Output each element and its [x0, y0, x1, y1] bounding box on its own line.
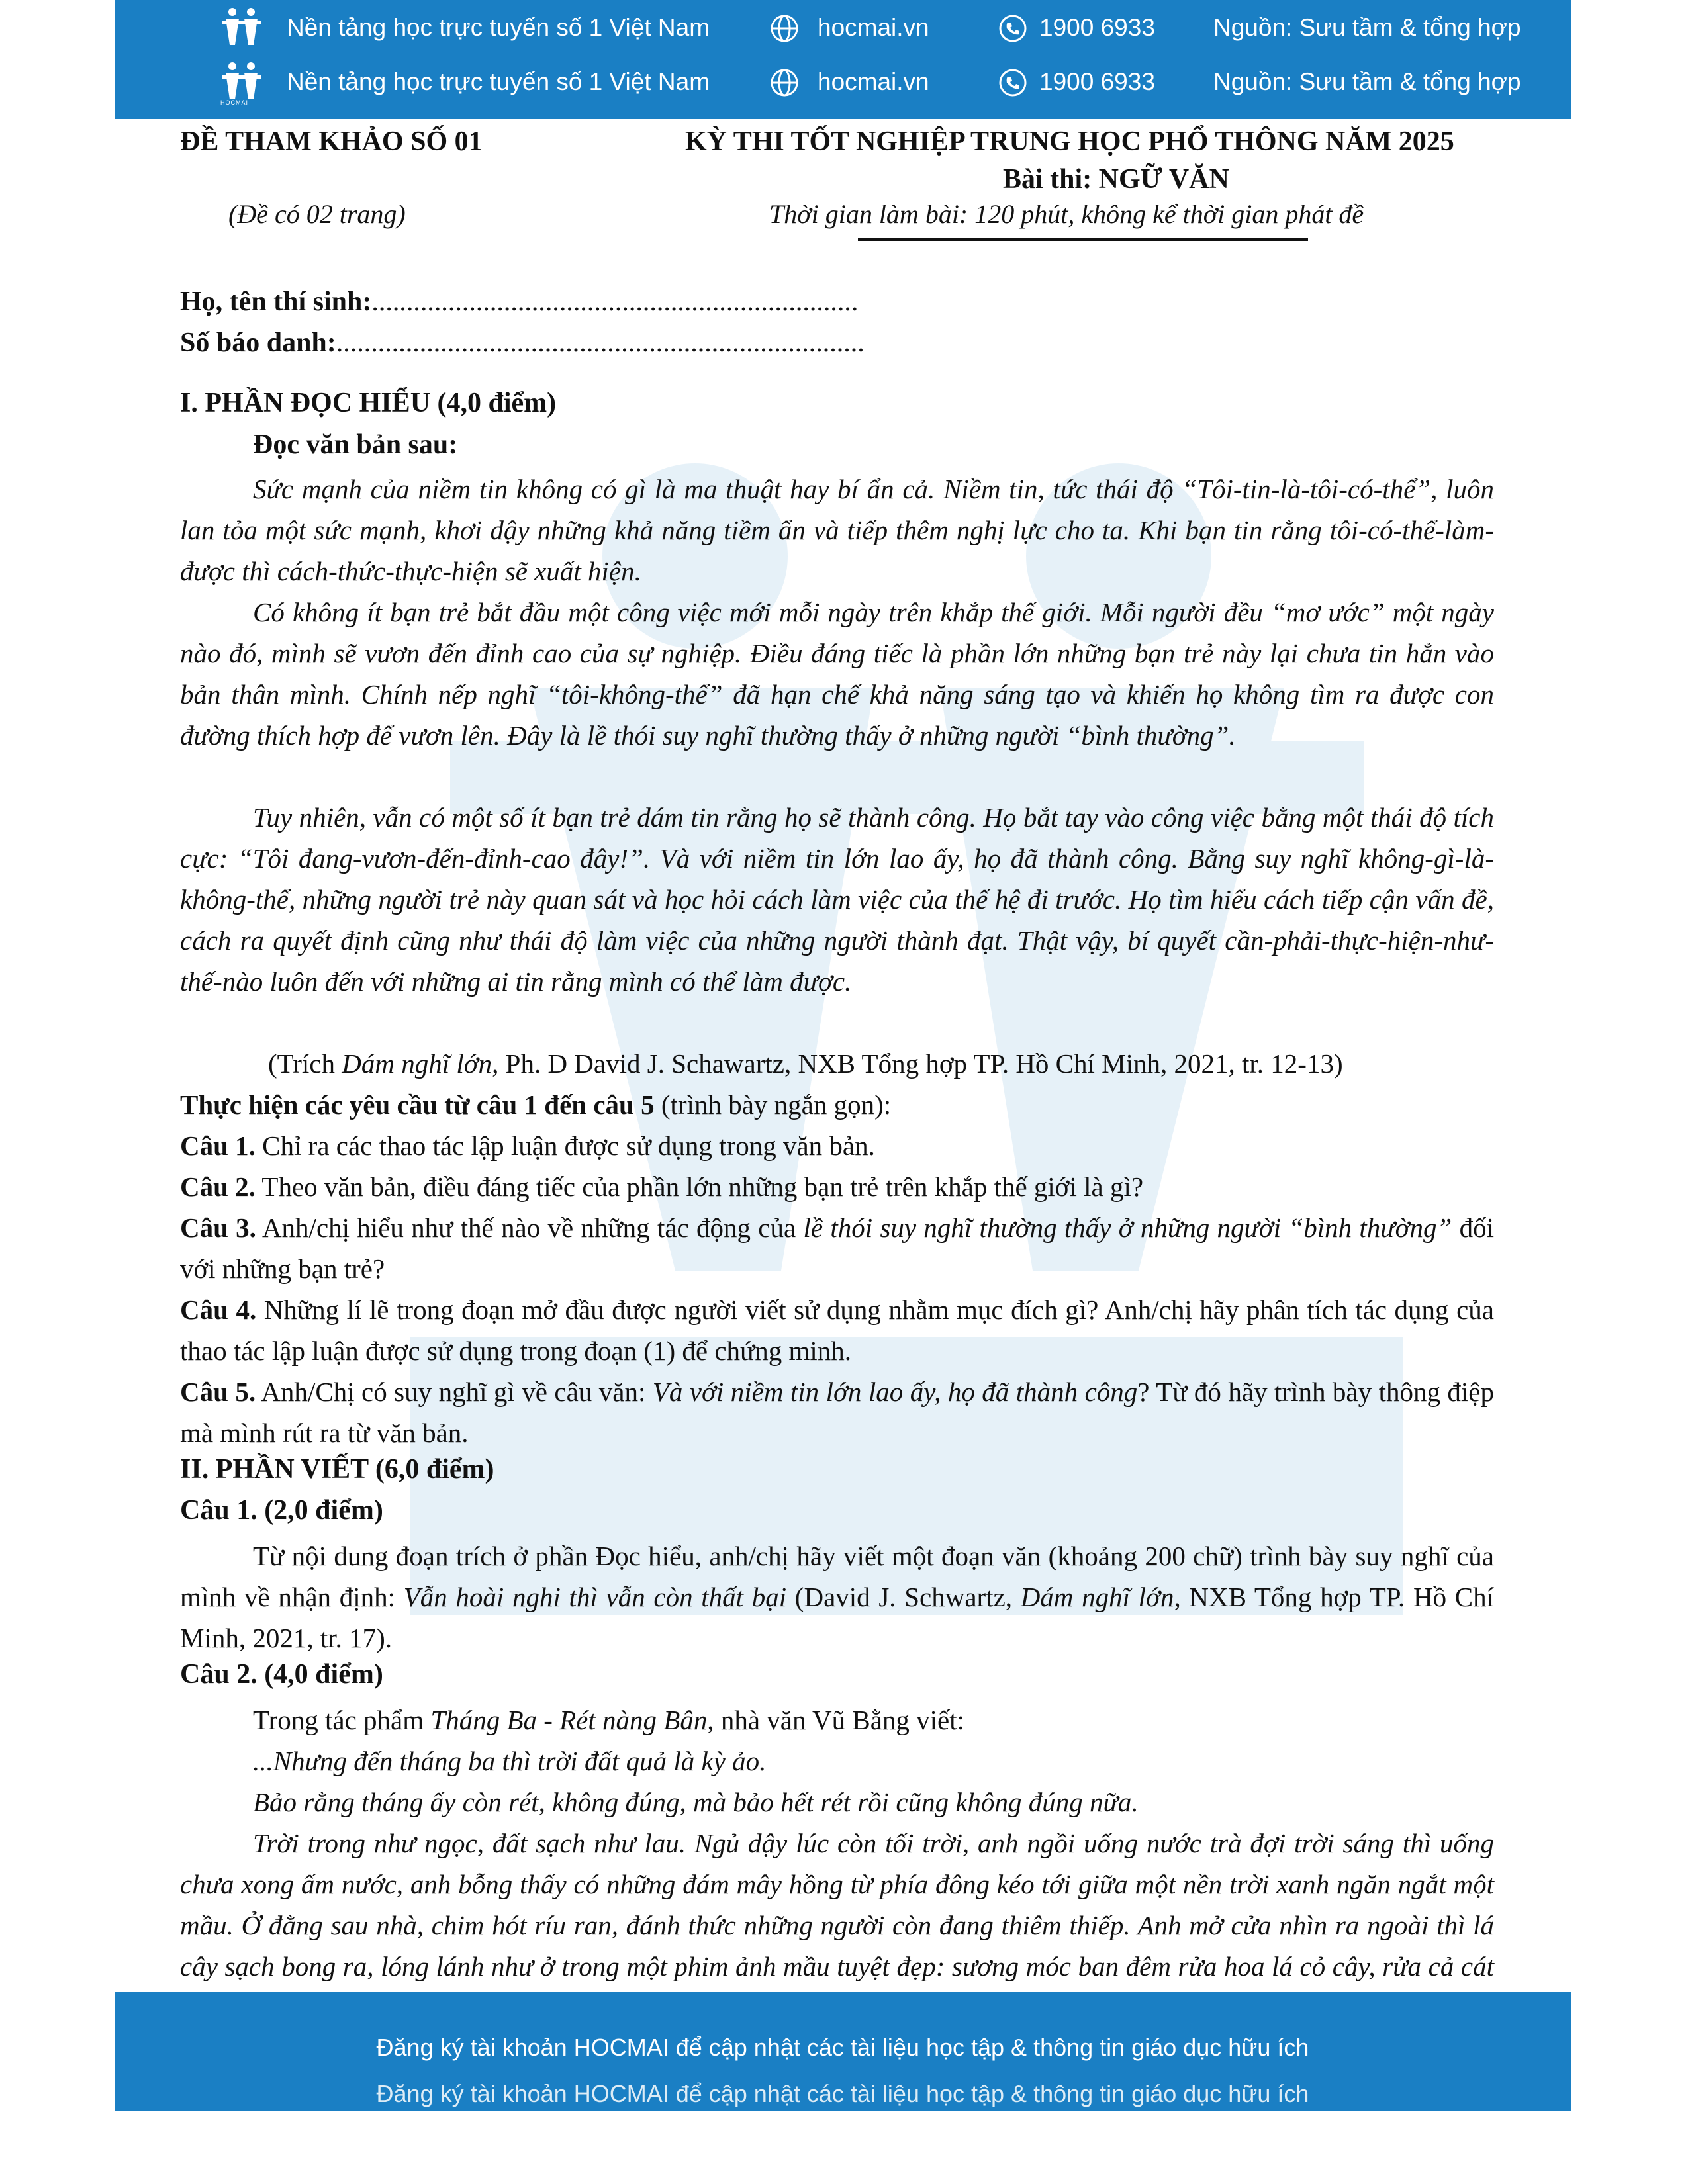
- question-label: Câu 2.: [180, 1171, 256, 1202]
- header-band: [115, 0, 1571, 119]
- candidate-id-label: Số báo danh:: [180, 328, 336, 358]
- writing-q1-text: Từ nội dung đoạn trích ở phần Đọc hiểu, anh/chị hãy viết một đoạn văn (khoảng 200 chữ) trình bày suy nghĩ của mình về nhận định:: [180, 1541, 1494, 1612]
- header-slogan: Nền tảng học trực tuyến số 1 Việt Nam: [287, 68, 710, 95]
- question-label: Câu 1.: [180, 1130, 256, 1161]
- logo-text: HOCMAI: [220, 99, 248, 106]
- header-phone: 1900 6933: [1039, 68, 1155, 95]
- passage-paragraph-3: Tuy nhiên, vẫn có một số ít bạn trẻ dám tin rằng họ sẽ thành công. Họ bắt tay vào công việc bằng một thái độ tích cực: “Tôi đang-vươn-đến-đỉnh-cao đây!”. Và với niềm tin lớn lao ấy, họ đã thành công. Bằng suy nghĩ không-gì-là-không-thể, những người trẻ này quan sát và học hỏi cách làm việc của thế hệ đi trước. Họ tìm hiểu cách tiếp cận vấn đề, cách ra quyết định cũng như thái độ làm việc của những người thành đạt. Thật vậy, bí quyết cần-phải-thực-hiện-như-thế-nào luôn đến với những ai tin rằng mình có thể làm được.: [180, 802, 1494, 997]
- question-quote: Và với niềm tin lớn lao ấy, họ đã thành công: [652, 1377, 1138, 1407]
- writing-heading: II. PHẦN VIẾT (6,0 điểm): [180, 1454, 494, 1484]
- footer-text-duplicate: Đăng ký tài khoản HOCMAI để cập nhật các tài liệu học tập & thông tin giáo dục hữu ích: [376, 2080, 1309, 2107]
- question-text: Anh/chị hiểu như thế nào về những tác động của: [256, 1212, 804, 1243]
- task-bold: Thực hiện các yêu cầu từ câu 1 đến câu 5: [180, 1089, 655, 1120]
- reading-instruction: Đọc văn bản sau:: [253, 430, 458, 460]
- phone-icon: [998, 68, 1027, 97]
- writing-question-2-intro: [253, 1700, 964, 1741]
- header-site-link[interactable]: hocmai.vn: [818, 68, 929, 95]
- phone-icon: [998, 14, 1027, 43]
- globe-icon: [770, 14, 799, 43]
- exam-pages: (Đề có 02 trang): [228, 199, 406, 229]
- citation-prefix: (Trích: [268, 1048, 342, 1079]
- question-text: Những lí lẽ trong đoạn mở đầu được người viết sử dụng nhằm mục đích gì? Anh/chị hãy phân tích tác dụng của thao tác lập luận được sử dụng trong đoạn (1) để chứng minh.: [180, 1295, 1494, 1366]
- exam-time: Thời gian làm bài: 120 phút, không kể thời gian phát đề: [769, 199, 1364, 229]
- question-2: [180, 1166, 1143, 1207]
- writing-question-1: [180, 1535, 1494, 1659]
- candidate-id-line: [180, 327, 865, 359]
- exam-subject: Bài thi: NGỮ VĂN: [1003, 164, 1229, 195]
- question-label: Câu 5.: [180, 1377, 256, 1407]
- question-text: Theo văn bản, điều đáng tiếc của phần lớn những bạn trẻ trên khắp thế giới là gì?: [255, 1171, 1144, 1202]
- footer-band: [115, 1992, 1571, 2111]
- question-text-end: đối với những bạn trẻ?: [180, 1212, 1494, 1284]
- citation-suffix: , Ph. D David J. Schawartz, NXB Tổng hợp TP. Hồ Chí Minh, 2021, tr. 12-13): [492, 1048, 1343, 1079]
- header-row-duplicate: [115, 56, 1571, 109]
- footer-text[interactable]: Đăng ký tài khoản HOCMAI để cập nhật các tài liệu học tập & thông tin giáo dục hữu ích: [376, 2034, 1309, 2061]
- task-instruction: [180, 1084, 891, 1125]
- candidate-name-label: Họ, tên thí sinh:: [180, 287, 372, 317]
- intro-text-end: , nhà văn Vũ Bằng viết:: [707, 1705, 965, 1735]
- writing-q1-source: (David J. Schwartz,: [786, 1582, 1021, 1612]
- candidate-id-dots: ............................................................................: [336, 328, 865, 358]
- passage-citation: [268, 1043, 1343, 1084]
- writing-question-1-label: Câu 1. (2,0 điểm): [180, 1495, 383, 1525]
- writing-q1-quote: Vẫn hoài nghi thì vẫn còn thất bại: [403, 1582, 787, 1612]
- writing-question-2-label: Câu 2. (4,0 điểm): [180, 1659, 383, 1690]
- passage-paragraph-1: Sức mạnh của niềm tin không có gì là ma thuật hay bí ẩn cả. Niềm tin, tức thái độ “Tôi-tin-là-tôi-có-thể”, luôn lan tỏa một sức mạnh, khơi dậy những khả năng tiềm ẩn và tiếp thêm nghị lực cho ta. Khi bạn tin rằng tôi-có-thể-làm-được thì cách-thức-thực-hiện sẽ xuất hiện.: [180, 474, 1494, 586]
- globe-icon: [770, 68, 799, 97]
- hocmai-logo-icon: [219, 60, 264, 105]
- header-underline: [858, 238, 1308, 241]
- passage-paragraph-2: Có không ít bạn trẻ bắt đầu một công việc mới mỗi ngày trên khắp thế giới. Mỗi người đều “mơ ước” một ngày nào đó, mình sẽ vươn đến đỉnh cao của sự nghiệp. Điều đáng tiếc là phần lớn những bạn trẻ này lại chưa tin hẳn vào bản thân mình. Chính nếp nghĩ “tôi-không-thể” đã hạn chế khả năng sáng tạo và khiến họ không tìm ra được con đường thích hợp để vươn lên. Đây là lề thói suy nghĩ thường thấy ở những người “bình thường”.: [180, 597, 1494, 751]
- exam-title: KỲ THI TỐT NGHIỆP TRUNG HỌC PHỔ THÔNG NĂM 2025: [685, 126, 1454, 157]
- header-slogan: Nền tảng học trực tuyến số 1 Việt Nam: [287, 14, 710, 41]
- question-4: [180, 1289, 1494, 1371]
- candidate-name-dots: ......................................................................: [371, 287, 859, 317]
- question-text-end: ? Từ đó hãy trình bày thông điệp mà mình rút ra từ văn bản.: [180, 1377, 1495, 1448]
- work-title: Tháng Ba - Rét nàng Bân: [430, 1705, 708, 1735]
- header-phone: 1900 6933: [1039, 14, 1155, 41]
- exam-reference: ĐỀ THAM KHẢO SỐ 01: [180, 126, 483, 157]
- candidate-name-line: [180, 286, 858, 318]
- task-rest: (trình bày ngắn gọn):: [654, 1089, 892, 1120]
- question-1: [180, 1125, 875, 1166]
- question-text: Chỉ ra các thao tác lập luận được sử dụng trong văn bản.: [255, 1130, 875, 1161]
- excerpt-line-1: ...Nhưng đến tháng ba thì trời đất quả là kỳ ảo.: [253, 1746, 767, 1776]
- hocmai-logo-icon: [219, 5, 264, 50]
- question-text: Anh/Chị có suy nghĩ gì về câu văn:: [256, 1377, 653, 1407]
- question-5: [180, 1371, 1494, 1453]
- question-quote: lề thói suy nghĩ thường thấy ở những người “bình thường”: [803, 1212, 1452, 1243]
- header-row: [115, 1, 1571, 54]
- question-label: Câu 3.: [180, 1212, 256, 1243]
- question-3: [180, 1207, 1494, 1289]
- citation-book: Dám nghĩ lớn: [342, 1048, 492, 1079]
- header-site-link[interactable]: hocmai.vn: [818, 14, 929, 41]
- header-source: Nguồn: Sưu tầm & tổng hợp: [1213, 68, 1521, 95]
- writing-q1-book: Dám nghĩ lớn: [1020, 1582, 1174, 1612]
- question-label: Câu 4.: [180, 1295, 257, 1325]
- excerpt-line-2: Bảo rằng tháng ấy còn rét, không đúng, mà bảo hết rét rồi cũng không đúng nữa.: [253, 1787, 1139, 1817]
- header-source: Nguồn: Sưu tầm & tổng hợp: [1213, 14, 1521, 41]
- excerpt-paragraph: Trời trong như ngọc, đất sạch như lau. Ngủ dậy lúc còn tối trời, anh ngồi uống nước trà đợi trời sáng thì uống chưa xong ấm nước, anh bỗng thấy có những đám mây hồng từ phía đông kéo tới giữa một nền trời xanh ngăn ngắt một mầu. Ở đằng sau nhà, chim hót ríu ran, đánh thức những người còn đang thiêm thiếp. Anh mở cửa nhìn ra ngoài thì lá cây sạch bong ra, lóng lánh như ở trong một phim ảnh mầu tuyệt đẹp: sương móc ban đêm rửa hoa lá cỏ cây, rửa cả cát: [180, 1828, 1494, 1981]
- writing-q1-end: , NXB Tổng hợp TP. Hồ Chí Minh, 2021, tr. 17).: [180, 1582, 1494, 1653]
- reading-heading: I. PHẦN ĐỌC HIỂU (4,0 điểm): [180, 388, 557, 418]
- intro-text: Trong tác phẩm: [253, 1705, 431, 1735]
